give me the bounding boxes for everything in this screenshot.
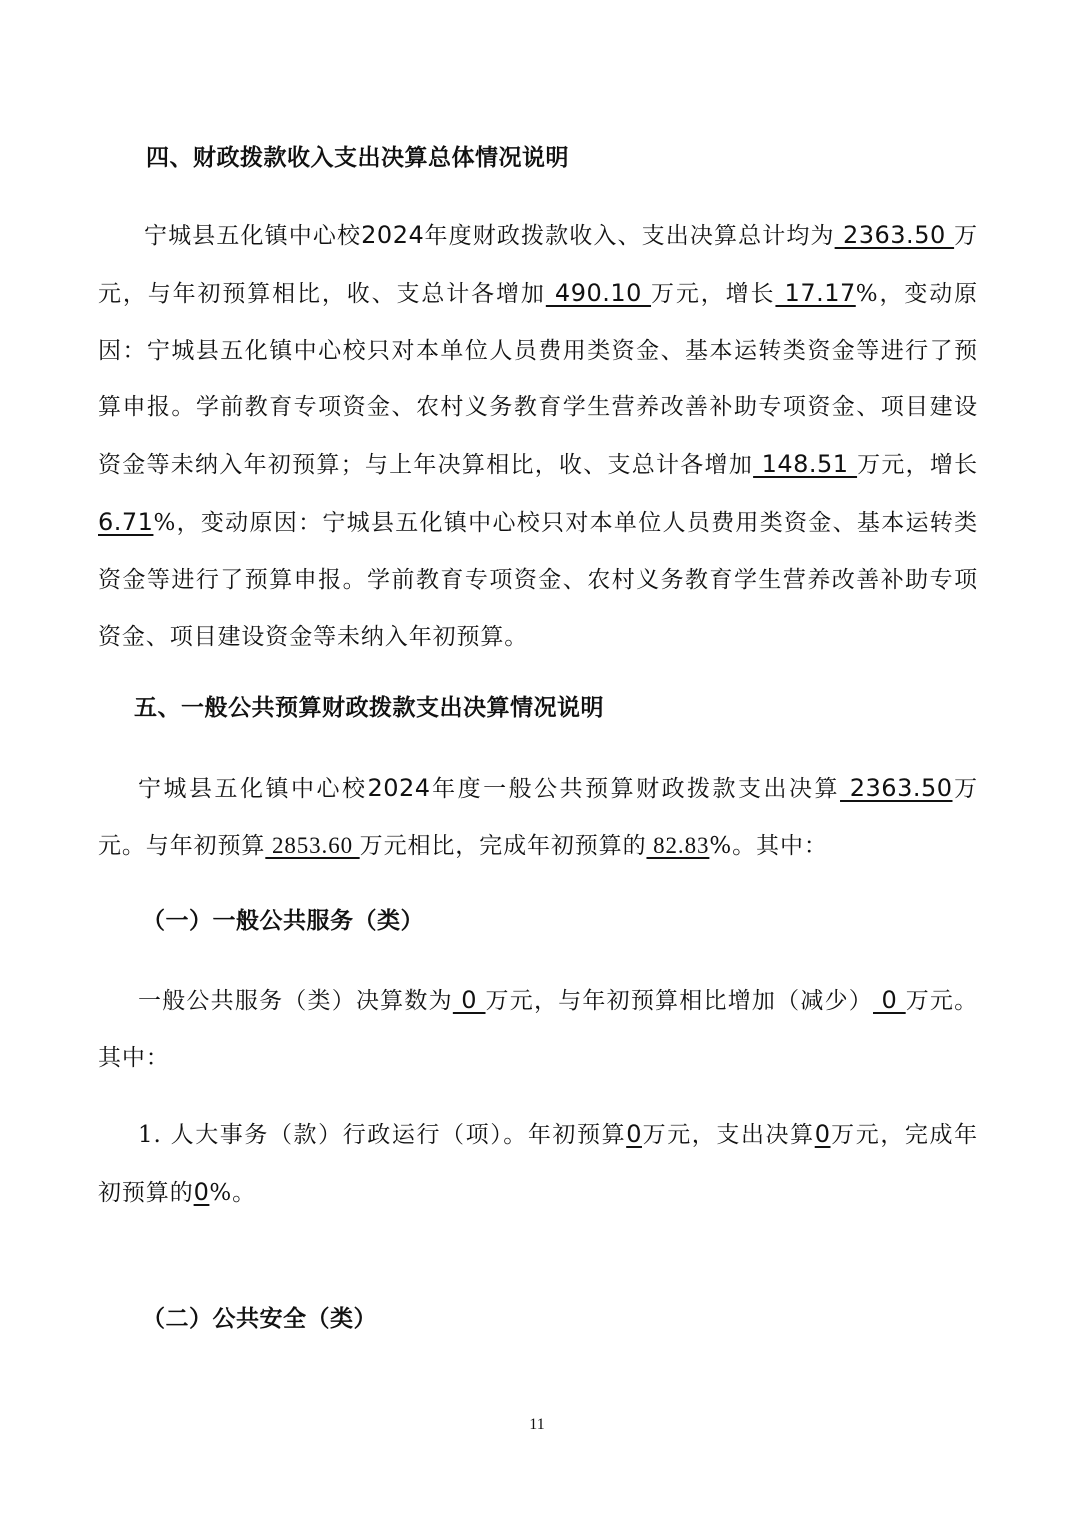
increase-vs-budget: 490.10 xyxy=(545,278,652,307)
completion-rate: 82.83 xyxy=(646,832,710,858)
section-heading-5: 五、一般公共预算财政拨款支出决算情况说明 xyxy=(134,695,604,721)
growth-vs-last-year: 6.71 xyxy=(98,507,154,536)
section-5-paragraph: 宁城县五化镇中心校2024年度一般公共预算财政拨款支出决算 2363.50万元。与年初预算 2853.60 万元相比，完成年初预算的 82.83%。其中： xyxy=(98,774,978,859)
growth-vs-budget: 17.17 xyxy=(775,278,856,307)
expenditure-total: 2363.50 xyxy=(840,774,953,802)
subsection-heading-1: （一）一般公共服务（类） xyxy=(142,908,424,934)
increase-vs-last-year: 148.51 xyxy=(753,450,858,479)
page-number: 11 xyxy=(529,1416,545,1433)
item-1-paragraph: 1. 人大事务（款）行政运行（项）。年初预算0万元，支出决算0万元，完成年初预算的0%。 xyxy=(98,1120,978,1206)
subsection-heading-2: （二）公共安全（类） xyxy=(142,1306,377,1332)
section-heading-4: 四、财政拨款收入支出决算总体情况说明 xyxy=(146,145,569,171)
subsection-1-paragraph: 一般公共服务（类）决算数为 0 万元，与年初预算相比增加（减少） 0 万元。其中： xyxy=(98,986,979,1071)
section-4-paragraph: 宁城县五化镇中心校2024年度财政拨款收入、支出决算总计均为 2363.50 万元，与年初预算相比，收、支总计各增加 490.10 万元，增长 17.17%，变动原因：宁城县五化镇中心校只对本单位人员费用类资金、基本运转类资金等进行了预算申报。学前教育专项资金、农村义务教育学生营养改善补助专项资金、项目建设资金等未纳入年初预算；与上年决算相比，收、支总计各增加 148.51 万元，增长6.71%，变动原因：宁城县五化镇中心校只对本单位人员费用类资金、基本运转类资金等进行了预算申报。学前教育专项资金、农村义务教育学生营养改善补助专项资金、项目建设资金等未纳入年初预算。 xyxy=(98,221,979,650)
initial-budget: 2853.60 xyxy=(265,832,360,858)
total-amount: 2363.50 xyxy=(834,221,955,249)
